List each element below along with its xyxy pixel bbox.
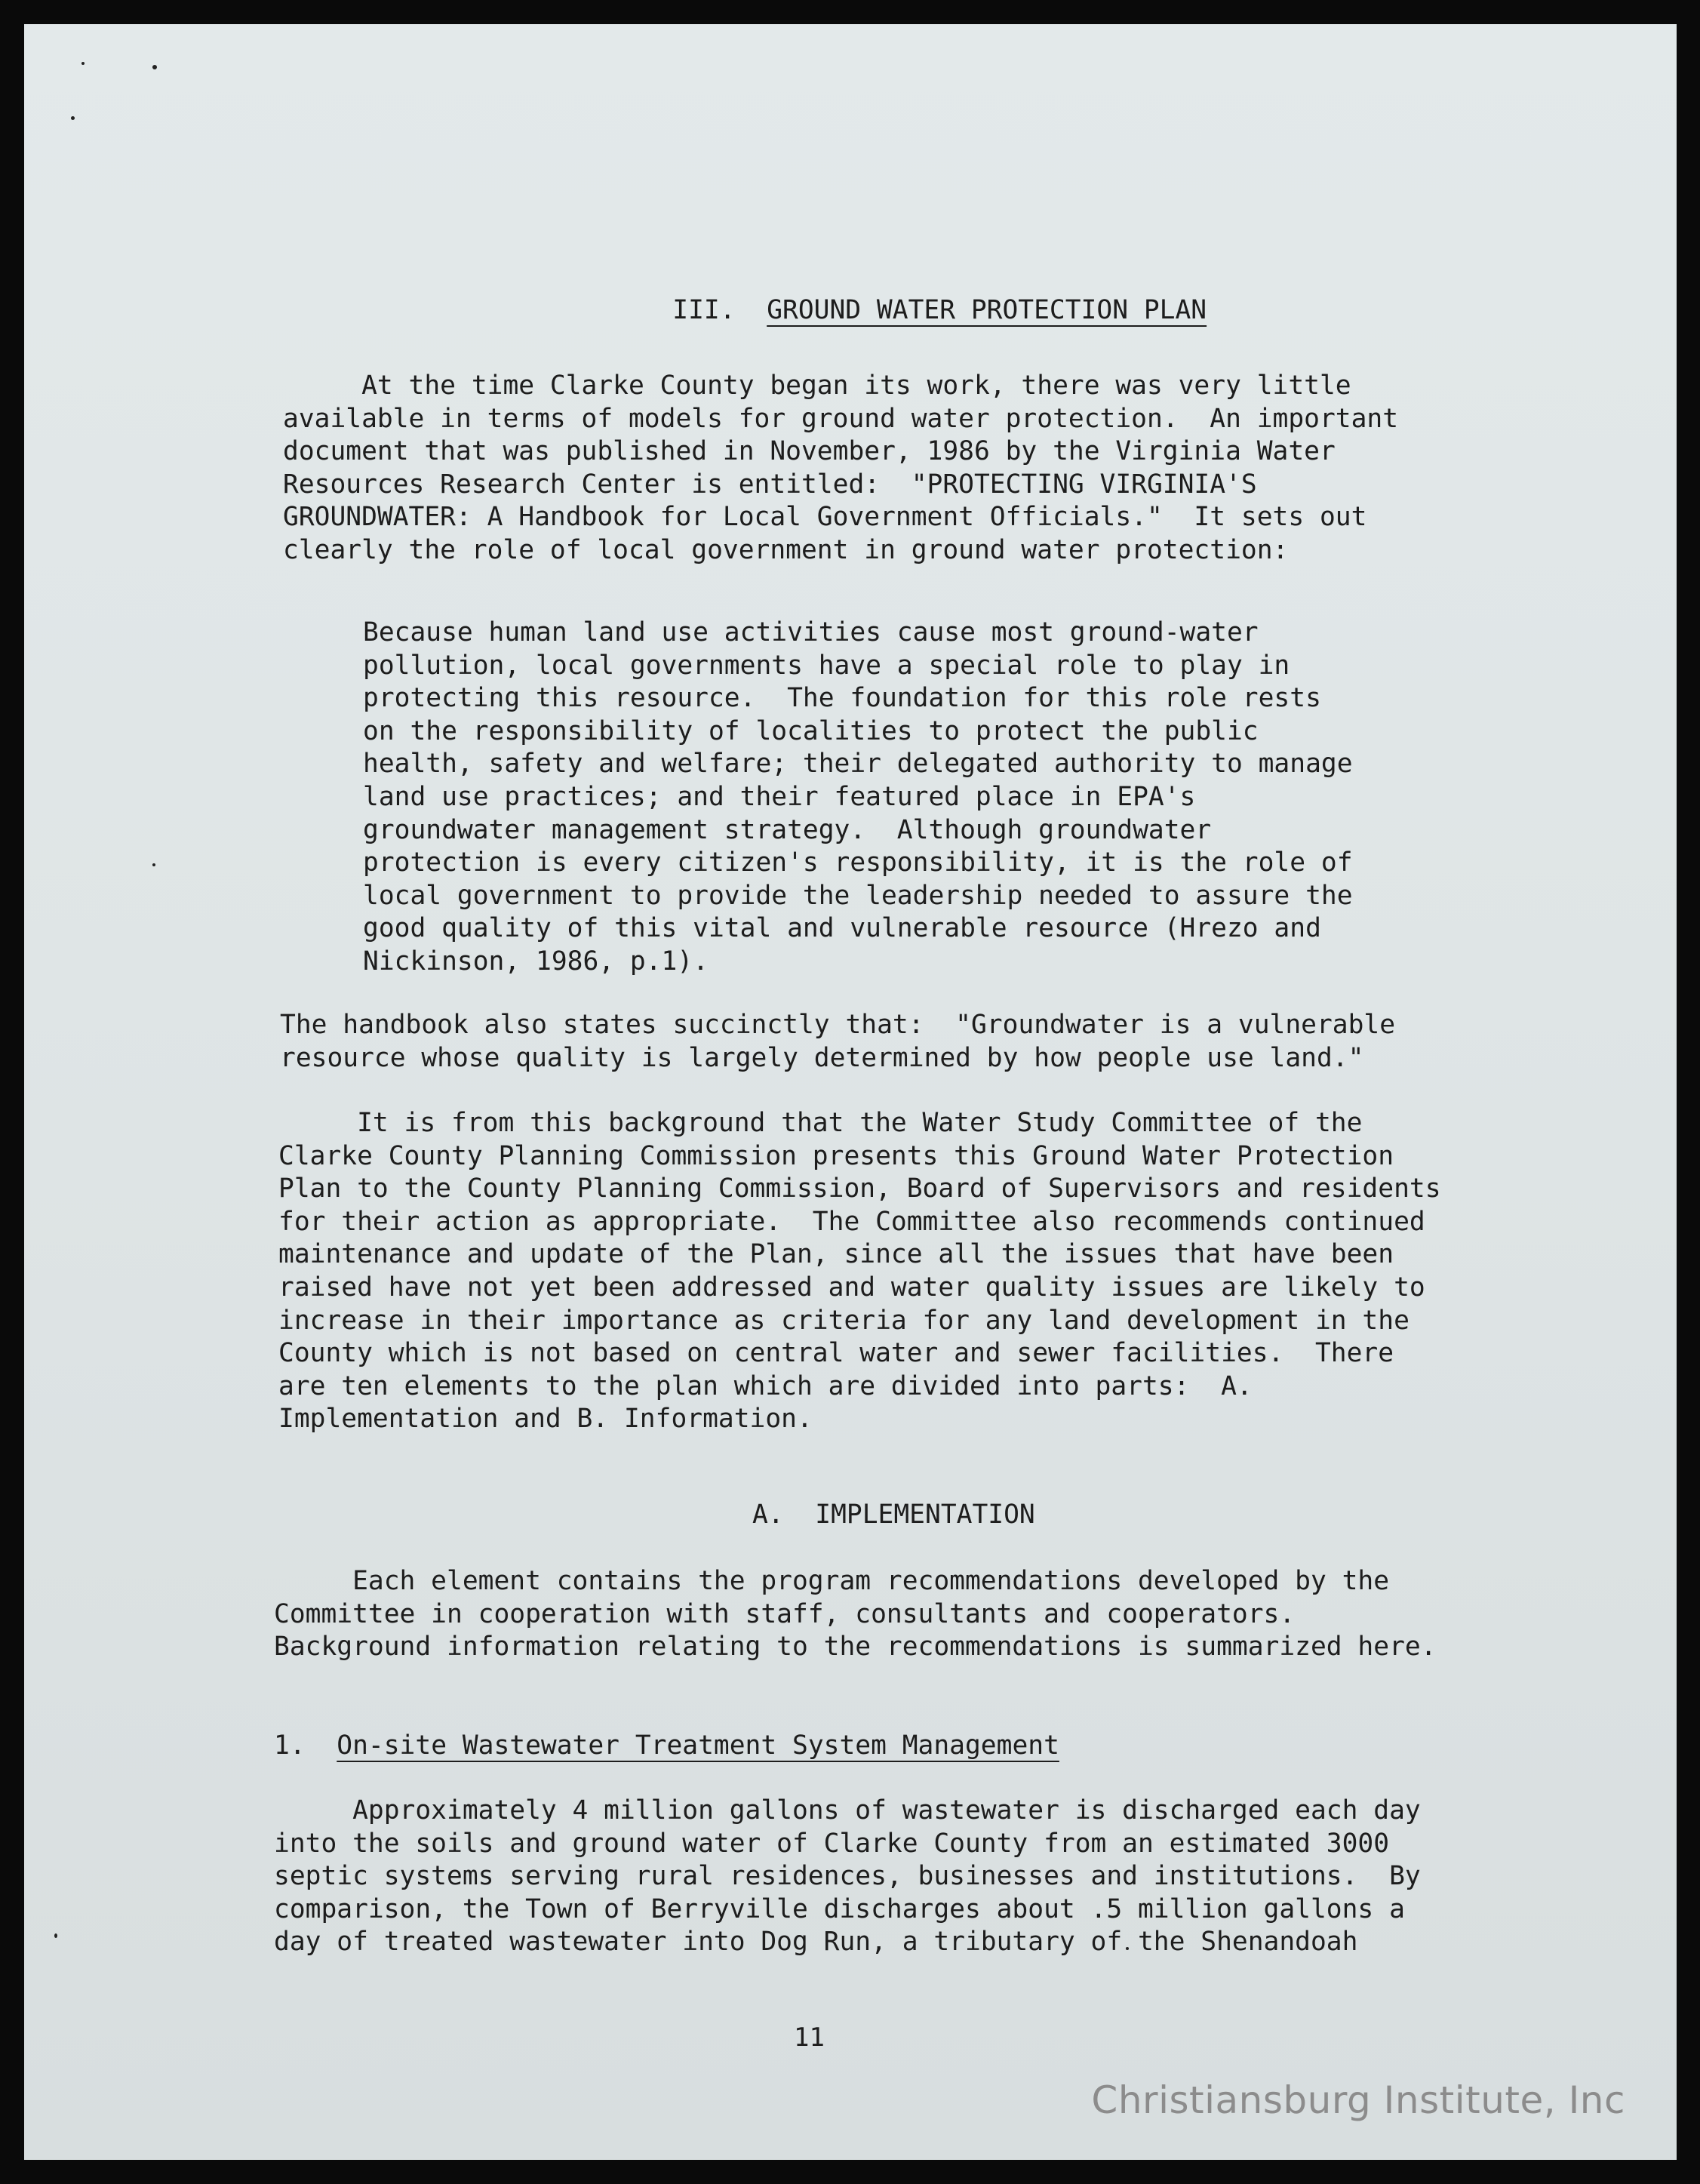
scan-speck [71, 116, 75, 120]
text-line: clearly the role of local government in ground water protection: [283, 534, 1289, 565]
text-line: available in terms of models for ground water protection. An important [283, 403, 1399, 434]
scan-speck [54, 1933, 57, 1938]
section-number: III. [672, 295, 736, 325]
text-line: comparison, the Town of Berryville discharges about .5 million gallons a [274, 1893, 1405, 1924]
intro-paragraph [283, 370, 1398, 568]
implementation-heading: A. IMPLEMENTATION [752, 1500, 1035, 1530]
text-line: Approximately 4 million gallons of wastewater is discharged each day [274, 1795, 1421, 1826]
subsection-heading [274, 1730, 1059, 1763]
scan-speck [152, 65, 157, 69]
scan-speck [81, 62, 85, 65]
text-line: Nickinson, 1986, p.1). [363, 946, 709, 977]
document-page [24, 24, 1677, 2160]
text-line: County which is not based on central water and sewer facilities. There [278, 1338, 1394, 1369]
text-line: Background information relating to the recommendations is summarized here. [274, 1632, 1437, 1663]
handbook-paragraph [280, 1009, 1395, 1075]
watermark: Christiansburg Institute, Inc [1091, 2078, 1625, 2122]
text-line: pollution, local governments have a special role to play in [363, 650, 1290, 681]
text-line: are ten elements to the plan which are divided into parts: A. [278, 1370, 1253, 1401]
subsection-title: On-site Wastewater Treatment System Management [337, 1730, 1059, 1761]
text-line: health, safety and welfare; their delegated authority to manage [363, 749, 1353, 780]
text-line: Committee in cooperation with staff, consultants and cooperators. [274, 1598, 1296, 1629]
text-line: Each element contains the program recommendations developed by the [274, 1566, 1390, 1596]
text-line: Because human land use activities cause most ground-water [363, 617, 1259, 648]
text-line: maintenance and update of the Plan, since all the issues that have been [278, 1239, 1394, 1270]
text-line: raised have not yet been addressed and water quality issues are likely to [278, 1272, 1425, 1303]
subsection-number: 1. [274, 1730, 306, 1761]
text-line: Clarke County Planning Commission presents this Ground Water Protection [278, 1140, 1394, 1171]
implementation-paragraph [274, 1565, 1437, 1664]
text-line: Resources Research Center is entitled: "PROTECTING VIRGINIA'S [283, 469, 1257, 500]
text-line: protecting this resource. The foundation for this role rests [363, 683, 1321, 714]
text-line: local government to provide the leadership needed to assure the [363, 880, 1353, 911]
section-heading [610, 265, 1207, 355]
scan-speck [152, 863, 155, 866]
text-line: document that was published in November, 1986 by the Virginia Water [283, 436, 1336, 467]
background-paragraph [278, 1107, 1441, 1436]
text-line: The handbook also states succinctly that: "Groundwater is a vulnerable [280, 1010, 1396, 1040]
text-line: good quality of this vital and vulnerable resource (Hrezo and [363, 913, 1321, 944]
page-number: 11 [794, 2023, 825, 2053]
text-line: GROUNDWATER: A Handbook for Local Government Officials." It sets out [283, 502, 1367, 533]
text-line: resource whose quality is largely determined by how people use land." [280, 1042, 1364, 1073]
text-line: day of treated wastewater into Dog Run, a tributary of the Shenandoah [274, 1927, 1358, 1958]
text-line: into the soils and ground water of Clarke County from an estimated 3000 [274, 1828, 1390, 1859]
text-line: increase in their importance as criteria for any land development in the [278, 1305, 1409, 1336]
text-line: septic systems serving rural residences, businesses and institutions. By [274, 1861, 1421, 1892]
text-line: At the time Clarke County began its work, there was very little [283, 371, 1351, 401]
text-line: It is from this background that the Water Study Committee of the [278, 1108, 1363, 1138]
block-quote [363, 617, 1353, 979]
text-line: Implementation and B. Information. [278, 1404, 813, 1435]
text-line: Plan to the County Planning Commission, Board of Supervisors and residents [278, 1174, 1441, 1204]
text-line: on the responsibility of localities to protect the public [363, 715, 1259, 746]
text-line: protection is every citizen's responsibility, it is the role of [363, 847, 1353, 878]
wastewater-paragraph [274, 1795, 1421, 1959]
section-title: GROUND WATER PROTECTION PLAN [767, 295, 1207, 325]
text-line: for their action as appropriate. The Committee also recommends continued [278, 1206, 1425, 1237]
text-line: groundwater management strategy. Although groundwater [363, 814, 1212, 845]
text-line: land use practices; and their featured place in EPA's [363, 781, 1196, 812]
